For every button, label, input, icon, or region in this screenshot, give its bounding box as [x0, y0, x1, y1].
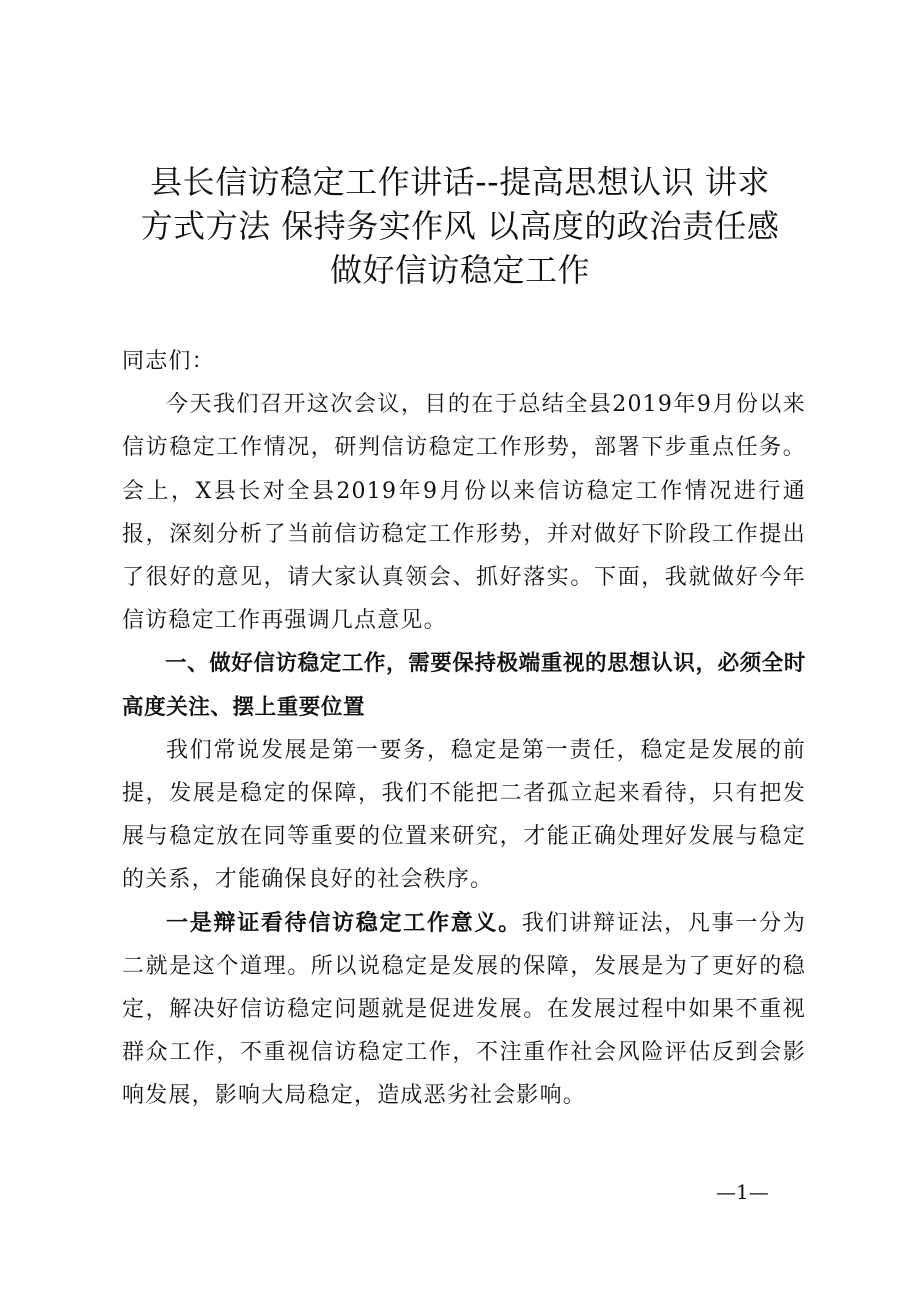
document-body — [122, 340, 806, 1118]
page-number: —1— — [716, 1180, 769, 1204]
paragraph-dialectics — [122, 902, 806, 1118]
title-line-3: 做好信访稳定工作 — [329, 251, 590, 289]
title-line-1: 县长信访稳定工作讲话--提高思想认识 讲求 — [150, 163, 770, 201]
title-line-2: 方式方法 保持务实作风 以高度的政治责任感 — [140, 207, 780, 245]
paragraph-body-text: 我们讲辩证法，凡事一分为二就是这个道理。所以说稳定是发展的保障，发展是为了更好的稳定，解决好信访稳定问题就是促进发展。在发展过程中如果不重视群众工作，不重视信访稳定工作，不注重作社会风险评估反到会影响发展，影响大局稳定，造成恶劣社会影响。 — [122, 910, 806, 1109]
paragraph-intro: 今天我们召开这次会议，目的在于总结全县2019年9月份以来信访稳定工作情况，研判信访稳定工作形势，部署下步重点任务。会上，X县长对全县2019年9月份以来信访稳定工作情况进行通报，深刻分析了当前信访稳定工作形势，并对做好下阶段工作提出了很好的意见，请大家认真领会、抓好落实。下面，我就做好今年信访稳定工作再强调几点意见。 — [122, 392, 806, 634]
paragraph-development-stability: 我们常说发展是第一要务，稳定是第一责任，稳定是发展的前提，发展是稳定的保障，我们不能把二者孤立起来看待，只有把发展与稳定放在同等重要的位置来研究，才能正确处理好发展与稳定的关系，才能确保良好的社会秩序。 — [122, 737, 806, 893]
section-heading-1: 一、做好信访稳定工作，需要保持极端重视的思想认识，必须全时高度关注、摆上重要位置 — [122, 651, 806, 720]
salutation: 同志们： — [122, 349, 215, 374]
paragraph-lead-sentence: 一是辩证看待信访稳定工作意义。 — [166, 909, 522, 936]
document-title — [110, 160, 810, 292]
